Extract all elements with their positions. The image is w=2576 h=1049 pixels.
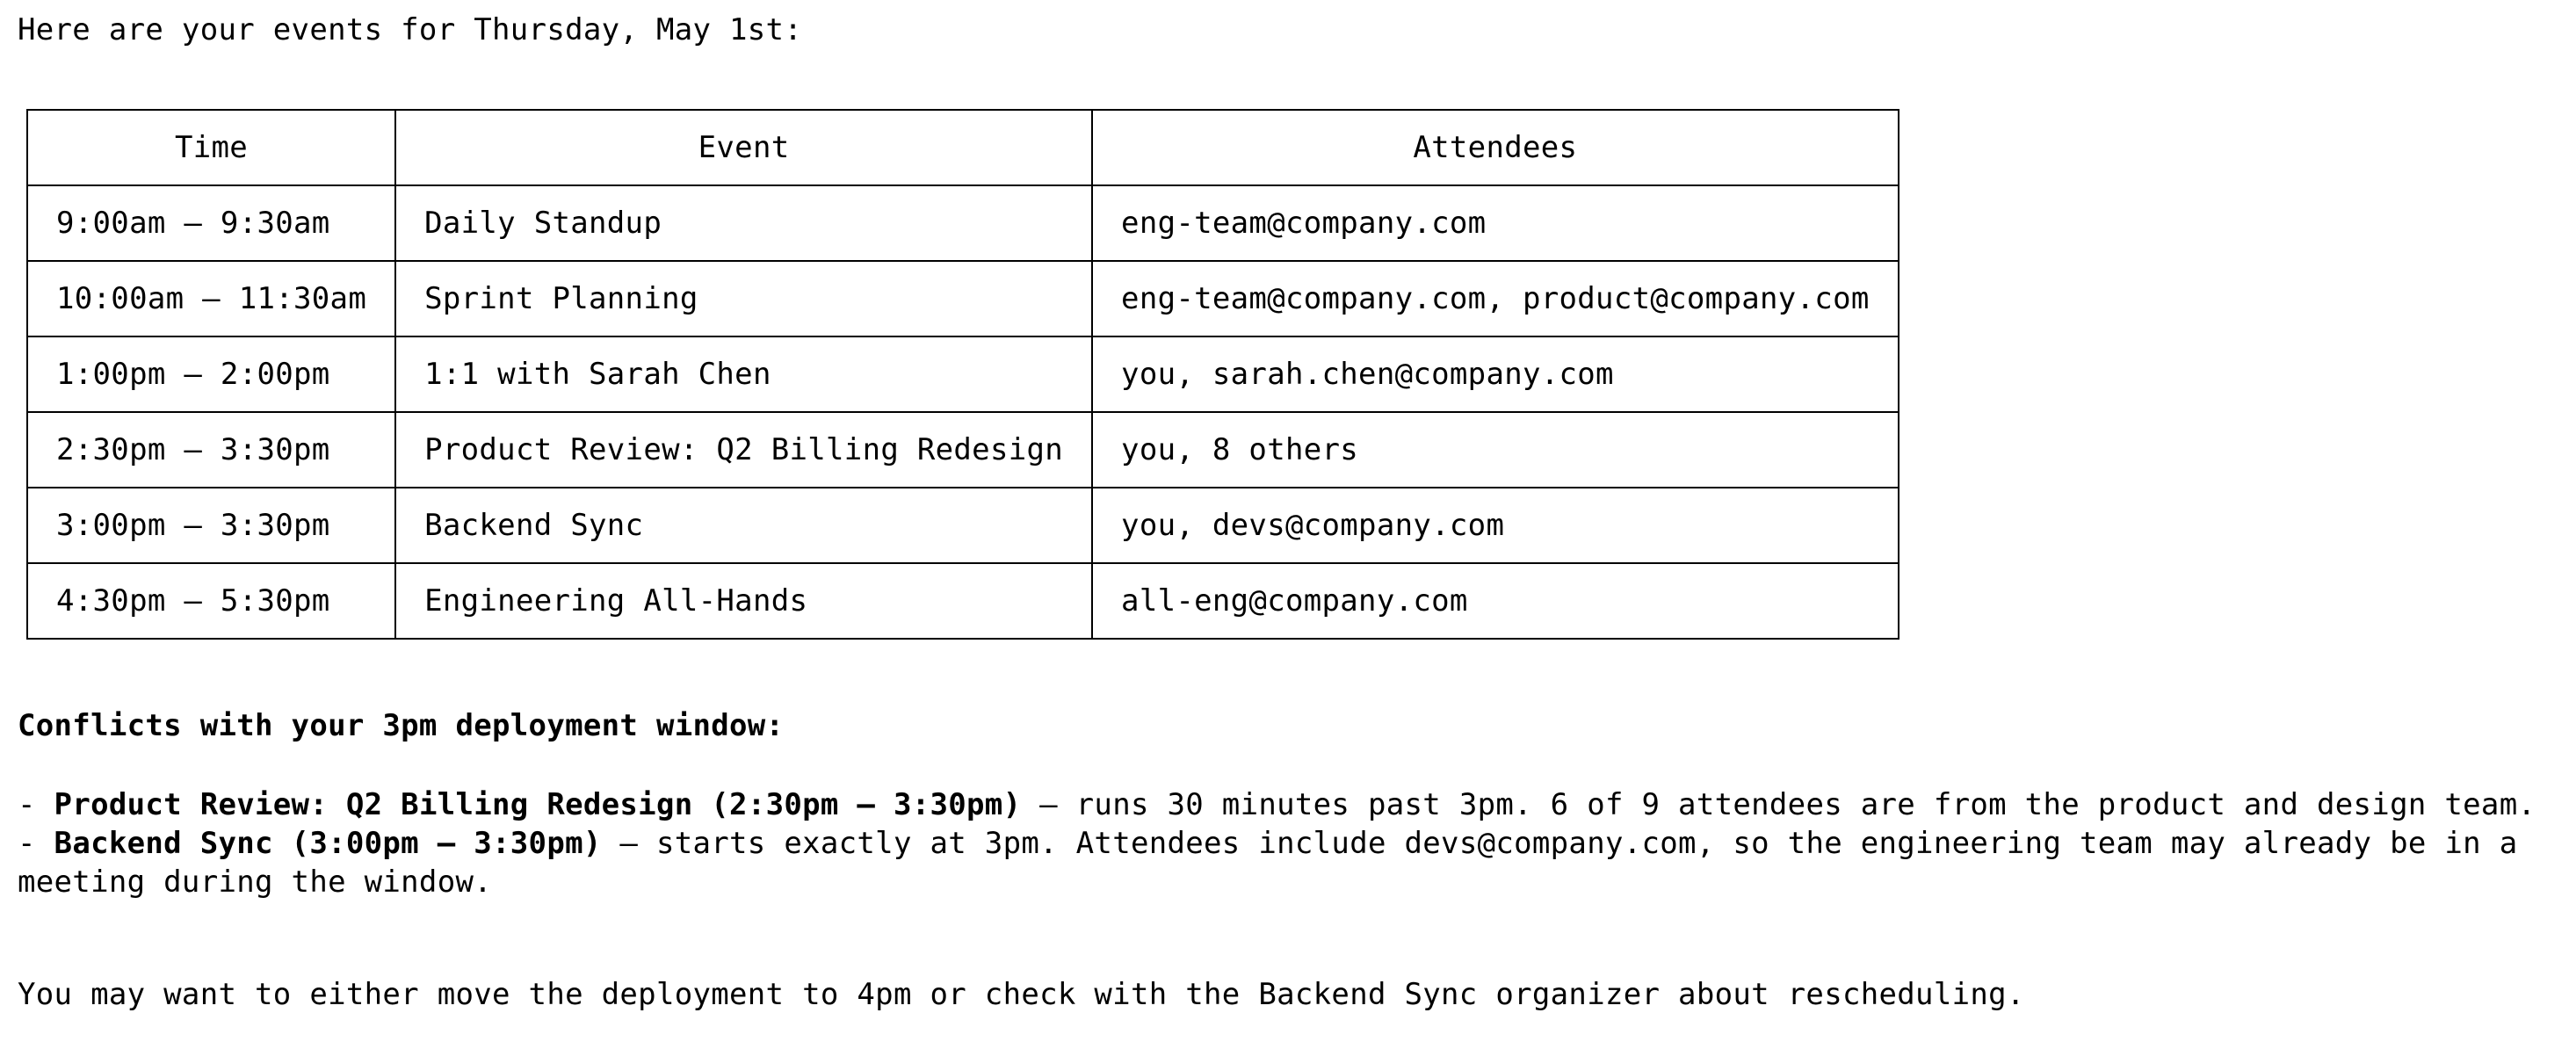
cell-attendees: you, devs@company.com: [1092, 488, 1899, 563]
cell-event: 1:1 with Sarah Chen: [395, 336, 1092, 412]
table-row: [27, 563, 1899, 639]
cell-time: 4:30pm – 5:30pm: [27, 563, 395, 639]
conflict-title: Backend Sync (3:00pm – 3:30pm): [54, 826, 602, 861]
table-header-row: [27, 110, 1899, 185]
cell-time: 10:00am – 11:30am: [27, 261, 395, 336]
cell-time: 1:00pm – 2:00pm: [27, 336, 395, 412]
table-row: [27, 488, 1899, 563]
conflict-list: [18, 785, 2570, 901]
cell-time: 3:00pm – 3:30pm: [27, 488, 395, 563]
closing-text: You may want to either move the deployment to 4pm or check with the Backend Sync organizer about rescheduling.: [18, 977, 2025, 1012]
cell-time: 2:30pm – 3:30pm: [27, 412, 395, 488]
cell-event: Sprint Planning: [395, 261, 1092, 336]
table-row: [27, 336, 1899, 412]
cell-event: Backend Sync: [395, 488, 1092, 563]
conflict-item: [18, 785, 2570, 824]
intro-text: Here are your events for Thursday, May 1st:: [18, 12, 803, 47]
conflict-item: [18, 824, 2570, 901]
cell-attendees: all-eng@company.com: [1092, 563, 1899, 639]
cell-attendees: eng-team@company.com, product@company.com: [1092, 261, 1899, 336]
conflict-detail: — starts exactly at 3pm. Attendees include devs@company.com, so the engineering team may already be in a meeting during the window.: [18, 826, 2518, 900]
cell-event: Product Review: Q2 Billing Redesign: [395, 412, 1092, 488]
header-attendees: Attendees: [1092, 110, 1899, 185]
conflicts-heading: Conflicts with your 3pm deployment window:: [18, 708, 785, 743]
conflict-detail: — runs 30 minutes past 3pm. 6 of 9 attendees are from the product and design team.: [1021, 787, 2536, 822]
cell-event: Daily Standup: [395, 185, 1092, 261]
cell-time: 9:00am – 9:30am: [27, 185, 395, 261]
table-row: [27, 412, 1899, 488]
cell-attendees: you, sarah.chen@company.com: [1092, 336, 1899, 412]
conflict-bullet: -: [18, 787, 54, 822]
conflict-bullet: -: [18, 826, 54, 861]
header-event: Event: [395, 110, 1092, 185]
table-row: [27, 185, 1899, 261]
cell-event: Engineering All-Hands: [395, 563, 1092, 639]
table-row: [27, 261, 1899, 336]
cell-attendees: you, 8 others: [1092, 412, 1899, 488]
cell-attendees: eng-team@company.com: [1092, 185, 1899, 261]
conflict-title: Product Review: Q2 Billing Redesign (2:30pm – 3:30pm): [54, 787, 1022, 822]
header-time: Time: [27, 110, 395, 185]
events-table: [26, 109, 1899, 640]
